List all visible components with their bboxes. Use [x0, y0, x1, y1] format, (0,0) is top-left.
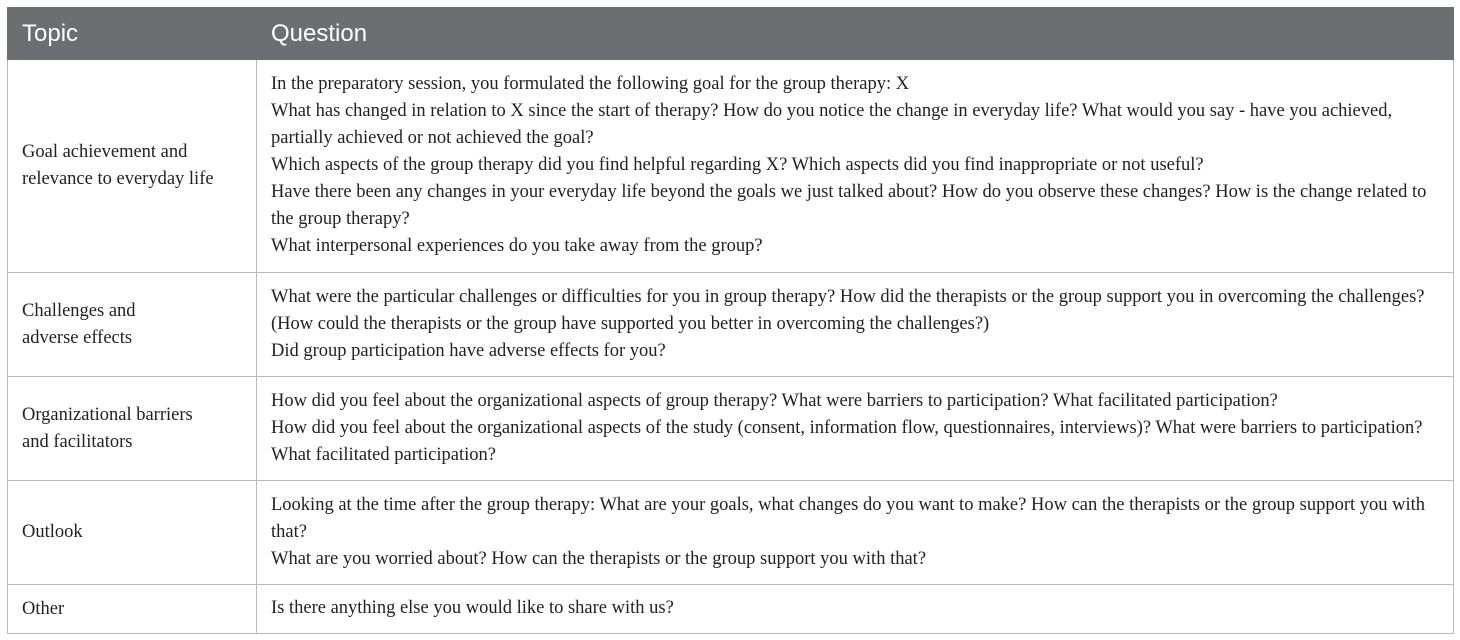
question-text: Looking at the time after the group therapy: What are your goals, what changes do you want to make? How can the therapists or the group support you with that?: [271, 494, 1426, 542]
interview-guide-table-container: [7, 7, 1453, 634]
table-body: [8, 60, 1454, 634]
topic-text: Other: [22, 598, 65, 619]
topic-text: and facilitators: [22, 431, 133, 452]
table-row: [8, 585, 1454, 634]
topic-cell: [8, 585, 257, 634]
question-text: Is there anything else you would like to share with us?: [271, 598, 674, 618]
table-row: [8, 481, 1454, 585]
topic-text: relevance to everyday life: [22, 169, 214, 189]
header-question: Question: [257, 8, 1454, 60]
question-cell: [257, 481, 1454, 585]
topic-text: Challenges and: [22, 300, 136, 321]
question-cell: [257, 585, 1454, 634]
topic-text: Organizational barriers: [22, 404, 193, 425]
topic-text: Goal achievement and: [22, 142, 188, 162]
question-cell: [257, 273, 1454, 377]
question-text: In the preparatory session, you formulated the following goal for the group therapy: X: [271, 74, 910, 94]
topic-cell: [8, 273, 257, 377]
topic-cell: [8, 481, 257, 585]
question-text: How did you feel about the organizational aspects of the study (consent, information flow, questionnaires, interviews)? What were barriers to participation? What facilitated participation?: [271, 417, 1423, 465]
question-text: What are you worried about? How can the therapists or the group support you with that?: [271, 548, 927, 569]
question-text: What has changed in relation to X since the start of therapy? How do you notice the change in everyday life? What would you say - have you achieved, partially achieved or not achieved the goal?: [271, 101, 1393, 148]
question-text: How did you feel about the organizational aspects of group therapy? What were barriers to participation? What facilitated participation?: [271, 390, 1278, 411]
question-cell: [257, 60, 1454, 273]
question-text: Have there been any changes in your everyday life beyond the goals we just talked about? How do you observe these changes? How is the change related to the group therapy?: [271, 182, 1427, 229]
table-header-row: [8, 8, 1454, 60]
topic-text: Outlook: [22, 522, 83, 542]
question-text: Did group participation have adverse effects for you?: [271, 340, 666, 361]
topic-cell: [8, 377, 257, 481]
table-row: [8, 60, 1454, 273]
question-text: What interpersonal experiences do you take away from the group?: [271, 236, 763, 256]
question-cell: [257, 377, 1454, 481]
table-header: [8, 8, 1454, 60]
interview-guide-table: [7, 7, 1454, 634]
question-text: Which aspects of the group therapy did you find helpful regarding X? Which aspects did you find inappropriate or not useful?: [271, 155, 1204, 175]
topic-cell: [8, 60, 257, 273]
header-topic: Topic: [8, 8, 257, 60]
question-text: What were the particular challenges or difficulties for you in group therapy? How did the therapists or the group support you in overcoming the challenges? (How could the therapists or the group have supported you better in overcoming the challenges?): [271, 286, 1425, 334]
table-row: [8, 377, 1454, 481]
topic-text: adverse effects: [22, 327, 133, 348]
table-row: [8, 273, 1454, 377]
